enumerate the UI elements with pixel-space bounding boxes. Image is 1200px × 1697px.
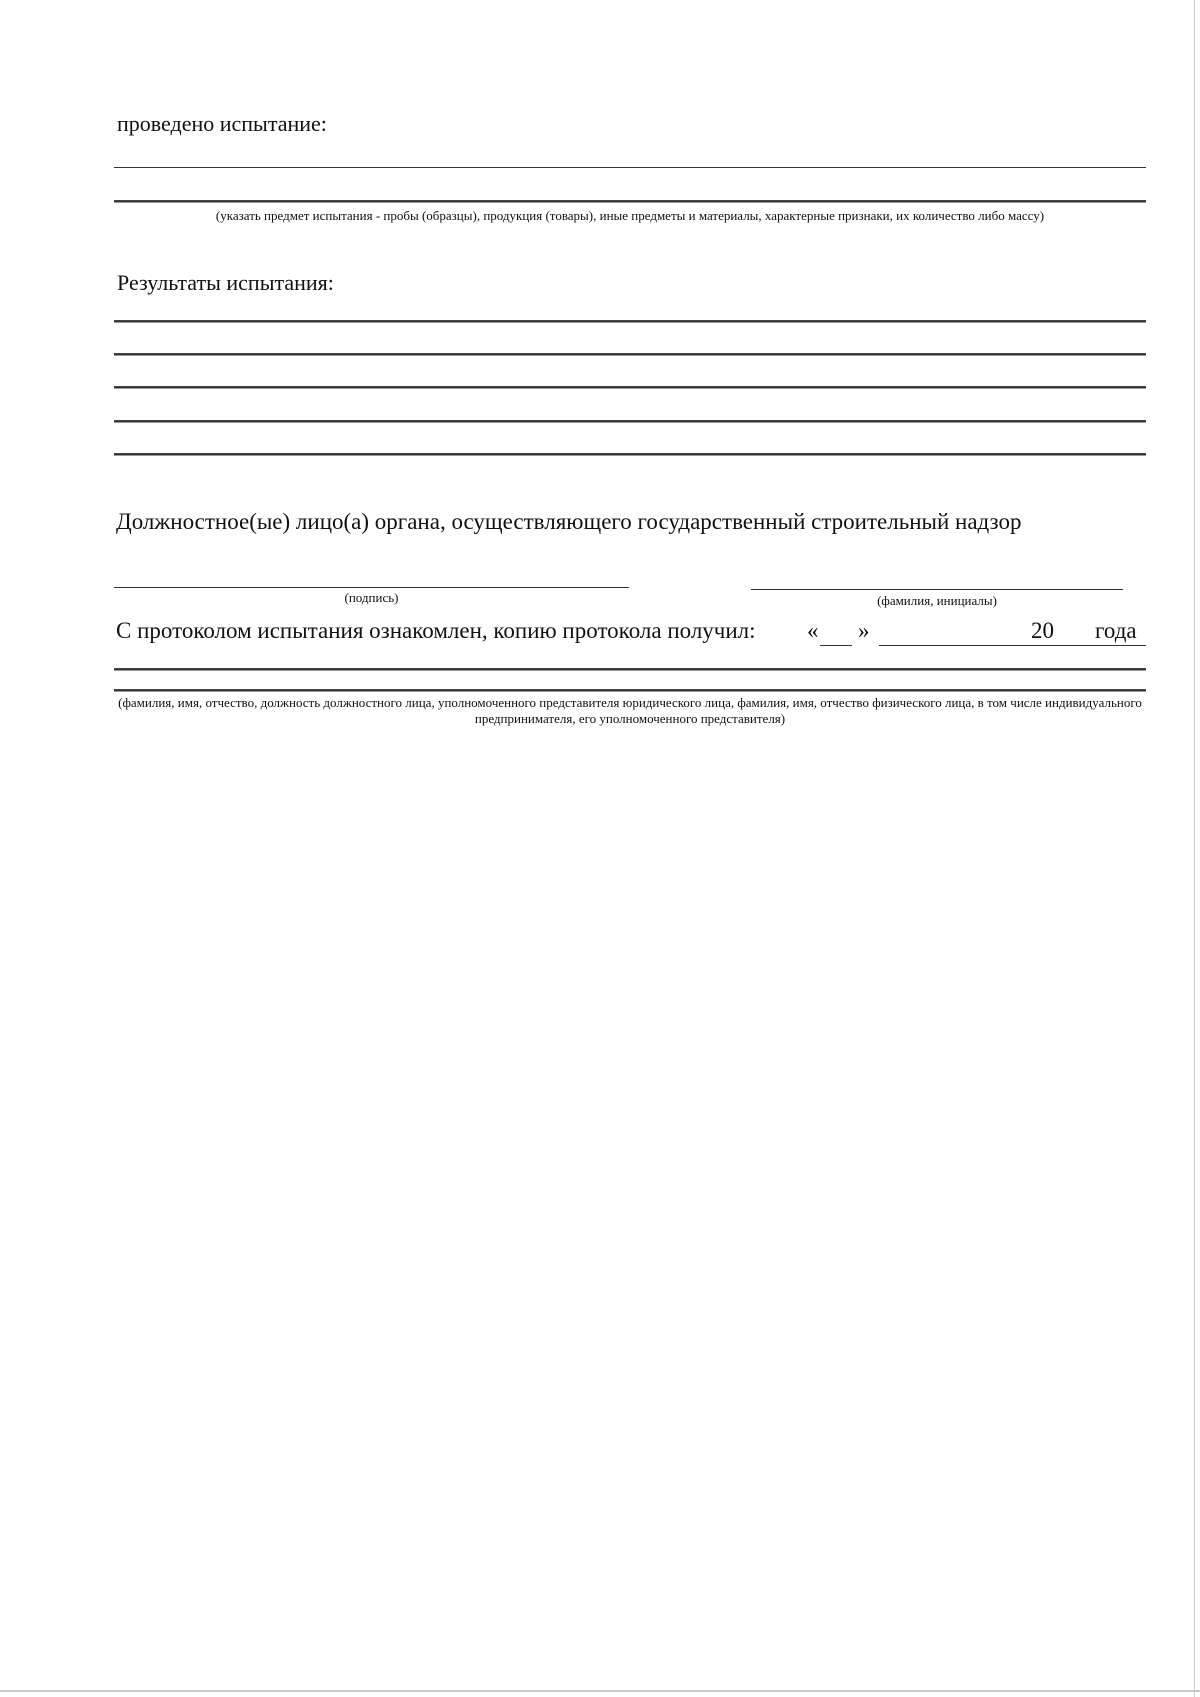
- date-day-line: [820, 645, 852, 646]
- page-edge-right: [1194, 0, 1195, 1697]
- date-open-quote: «: [807, 618, 819, 643]
- test-conducted-label: проведено испытание:: [117, 111, 327, 136]
- results-label: Результаты испытания:: [117, 270, 334, 295]
- page-edge-bottom: [0, 1690, 1200, 1692]
- date-close-quote: »: [858, 618, 870, 643]
- signature-line: [114, 587, 629, 588]
- signature-caption: (подпись): [344, 590, 399, 605]
- name-line: [751, 589, 1123, 590]
- name-caption: (фамилия, инициалы): [877, 593, 997, 608]
- test-subject-line-1: [114, 167, 1146, 168]
- results-line-5: [114, 453, 1146, 456]
- date-year-line: [1091, 645, 1146, 646]
- recipient-caption: (фамилия, имя, отчество, должность должностного лица, уполномоченного представителя юридического лица, фамилия, имя, отчество физического лица, в том числе индивидуального предпринимателя, его уполномоченного представителя): [118, 695, 1142, 726]
- officials-label: Должностное(ые) лицо(а) органа, осуществляющего государственный строительный надзор: [116, 509, 1022, 534]
- test-subject-caption: (указать предмет испытания - пробы (образцы), продукция (товары), иные предметы и материалы, характерные признаки, их количество либо массу): [215, 208, 1045, 223]
- recipient-line-2: [114, 689, 1146, 692]
- acknowledgement-text: С протоколом испытания ознакомлен, копию протокола получил:: [116, 618, 756, 643]
- results-line-1: [114, 320, 1146, 323]
- recipient-line-1: [114, 668, 1146, 671]
- date-month-line: [879, 645, 1091, 646]
- date-year-suffix: года: [1095, 618, 1137, 643]
- results-line-2: [114, 353, 1146, 356]
- test-subject-line-2: [114, 200, 1146, 203]
- results-line-4: [114, 420, 1146, 423]
- results-line-3: [114, 386, 1146, 389]
- date-year-prefix: 20: [1031, 618, 1054, 643]
